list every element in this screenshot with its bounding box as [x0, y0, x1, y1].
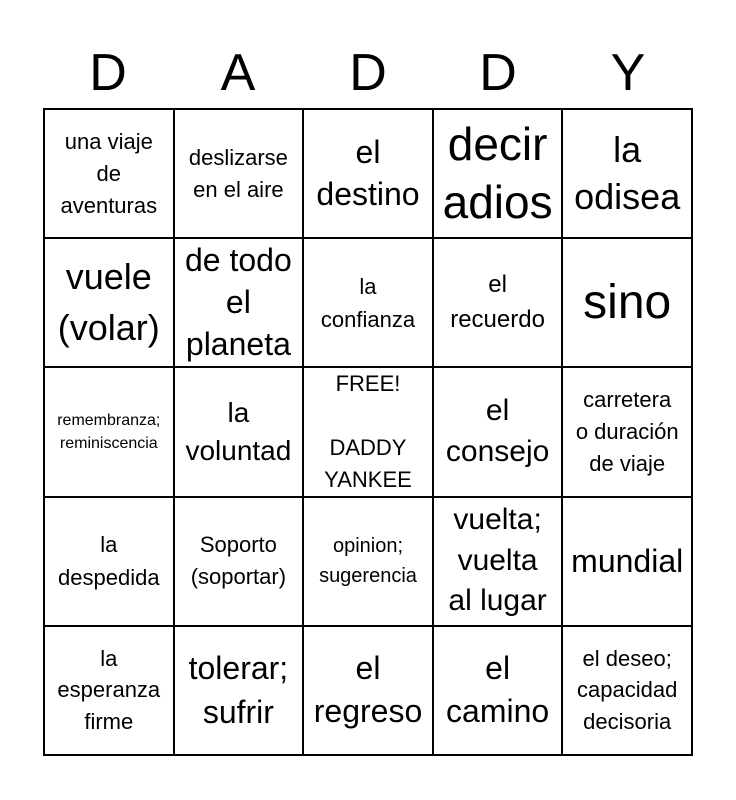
- bingo-cell[interactable]: remembranza; reminiscencia: [44, 367, 174, 496]
- bingo-cell[interactable]: el camino: [433, 626, 563, 755]
- bingo-cell[interactable]: el destino: [303, 109, 433, 238]
- bingo-cell[interactable]: la esperanza firme: [44, 626, 174, 755]
- bingo-cell[interactable]: el deseo; capacidad decisoria: [562, 626, 692, 755]
- bingo-cell[interactable]: decir adios: [433, 109, 563, 238]
- header-letter: A: [220, 44, 256, 102]
- bingo-cell[interactable]: carretera o duración de viaje: [562, 367, 692, 496]
- bingo-cell[interactable]: el recuerdo: [433, 238, 563, 367]
- bingo-cell[interactable]: la voluntad: [174, 367, 304, 496]
- bingo-cell[interactable]: sino: [562, 238, 692, 367]
- bingo-header: [43, 38, 693, 108]
- header-letter: D: [479, 44, 517, 102]
- bingo-cell[interactable]: vuelta; vuelta al lugar: [433, 497, 563, 626]
- bingo-cell[interactable]: el consejo: [433, 367, 563, 496]
- bingo-cell[interactable]: de todo el planeta: [174, 238, 304, 367]
- bingo-cell[interactable]: la odisea: [562, 109, 692, 238]
- header-letter: Y: [610, 44, 646, 102]
- bingo-cell[interactable]: Soporto (soportar): [174, 497, 304, 626]
- header-letter: D: [89, 44, 127, 102]
- header-letter: D: [349, 44, 387, 102]
- bingo-board: [43, 108, 693, 756]
- bingo-cell[interactable]: deslizarse en el aire: [174, 109, 304, 238]
- bingo-cell[interactable]: vuele (volar): [44, 238, 174, 367]
- bingo-cell[interactable]: mundial: [562, 497, 692, 626]
- bingo-cell[interactable]: tolerar; sufrir: [174, 626, 304, 755]
- bingo-cell[interactable]: opinion; sugerencia: [303, 497, 433, 626]
- bingo-cell[interactable]: FREE! DADDY YANKEE: [303, 367, 433, 496]
- bingo-cell[interactable]: una viaje de aventuras: [44, 109, 174, 238]
- bingo-cell[interactable]: la despedida: [44, 497, 174, 626]
- bingo-cell[interactable]: el regreso: [303, 626, 433, 755]
- bingo-cell[interactable]: la confianza: [303, 238, 433, 367]
